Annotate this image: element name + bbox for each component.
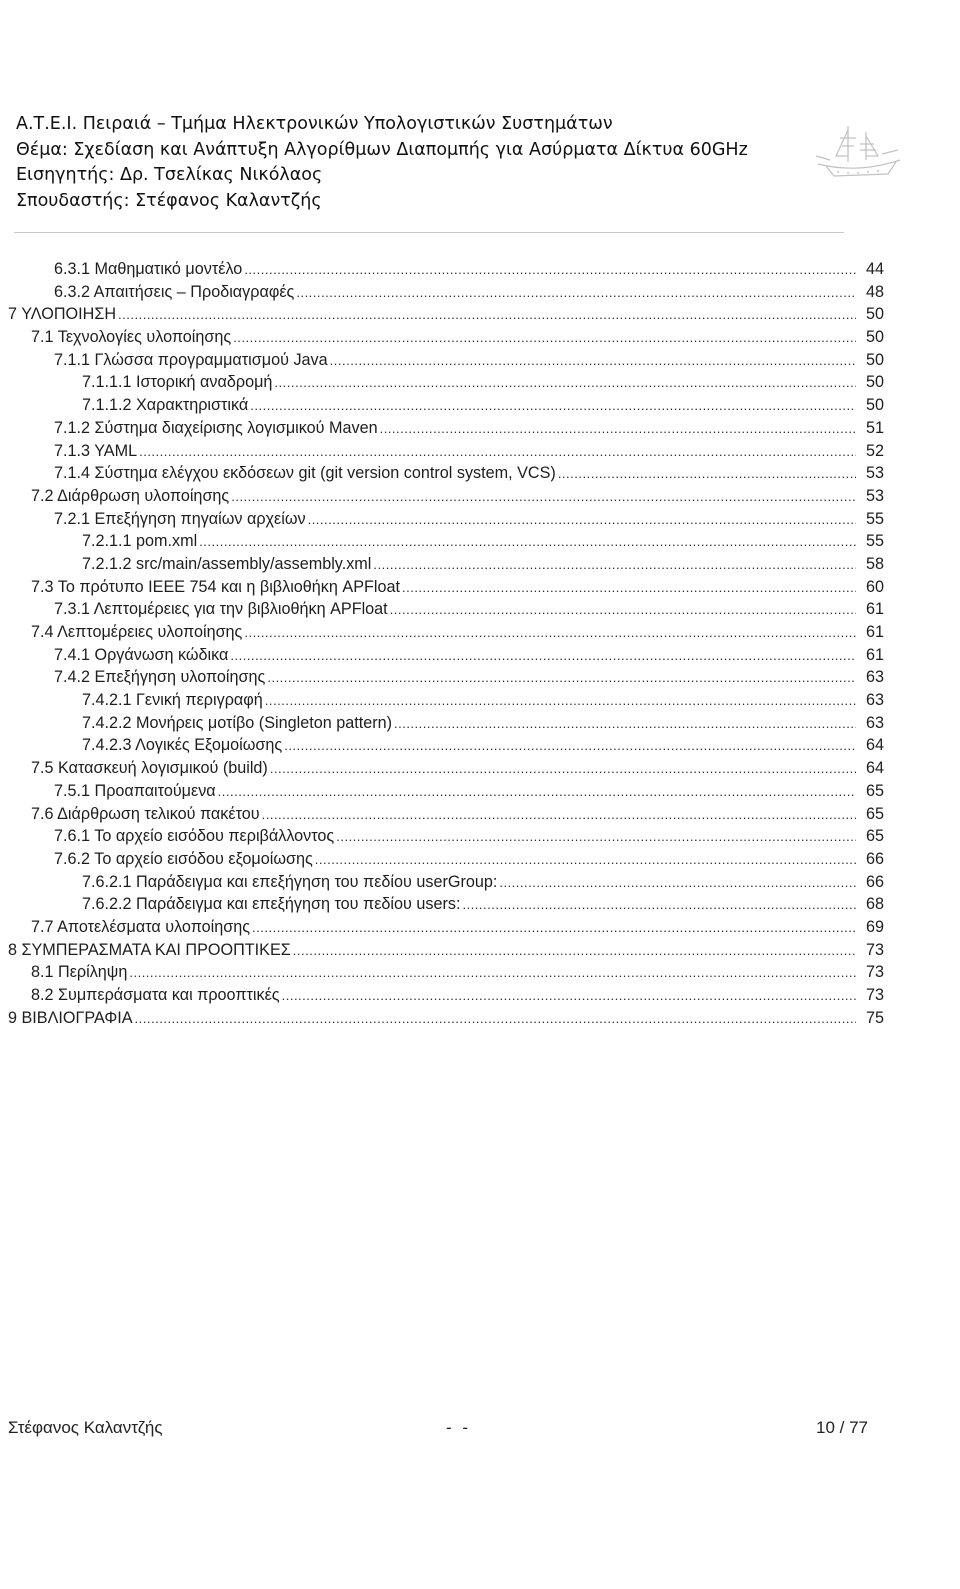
header-divider: [14, 232, 844, 233]
toc-entry[interactable]: [8, 530, 884, 553]
toc-entry-label: 7.2.1.2 src/main/assembly/assembly.xml: [82, 554, 372, 573]
toc-entry-label: 8.1 Περίληψη: [31, 963, 128, 982]
toc-entry-page: 50: [865, 328, 884, 347]
toc-leader-dots: [558, 463, 856, 486]
toc-leader-dots: [394, 713, 856, 736]
toc-entry[interactable]: [8, 553, 884, 576]
toc-entry-label: 7.6.2.2 Παράδειγμα και επεξήγηση του πεδίου users:: [82, 895, 461, 914]
toc-entry[interactable]: [8, 757, 884, 780]
header-supervisor: Εισηγητής: Δρ. Τσελίκας Νικόλαος: [16, 165, 323, 185]
toc-entry[interactable]: [8, 349, 884, 372]
toc-entry[interactable]: [8, 440, 884, 463]
toc-entry-label: 7.6.2.1 Παράδειγμα και επεξήγηση του πεδίου userGroup:: [82, 872, 498, 891]
toc-leader-dots: [135, 1008, 856, 1031]
toc-entry-page: 63: [865, 668, 884, 687]
toc-leader-dots: [284, 735, 856, 758]
toc-entry[interactable]: [8, 893, 884, 916]
toc-entry[interactable]: [8, 689, 884, 712]
toc-entry-page: 50: [865, 373, 884, 392]
table-of-contents: [8, 258, 884, 1029]
toc-entry[interactable]: [8, 803, 884, 826]
toc-leader-dots: [267, 667, 856, 690]
toc-entry[interactable]: [8, 394, 884, 417]
toc-entry[interactable]: [8, 598, 884, 621]
toc-entry-label: 7.4.2.1 Γενική περιγραφή: [82, 691, 263, 710]
toc-entry-label: 7.4.1 Οργάνωση κώδικα: [54, 645, 229, 664]
toc-entry-label: 7.3 Το πρότυπο IEEE 754 και η βιβλιοθήκη APFloat: [31, 577, 400, 596]
toc-leader-dots: [462, 894, 856, 917]
toc-entry-label: 8 ΣΥΜΠΕΡΑΣΜΑΤΑ ΚΑΙ ΠΡΟΟΠΤΙΚΕΣ: [8, 940, 291, 959]
toc-entry-page: 66: [865, 849, 884, 868]
toc-entry-label: 7 ΥΛΟΠΟΙΗΣΗ: [8, 305, 117, 324]
toc-leader-dots: [308, 509, 856, 532]
toc-entry-label: 7.2.1.1 pom.xml: [82, 532, 198, 551]
toc-entry-label: 7.4.2 Επεξήγηση υλοποίησης: [54, 668, 266, 687]
toc-entry-page: 65: [865, 827, 884, 846]
toc-entry-label: 7.1.1 Γλώσσα προγραμματισμού Java: [54, 350, 328, 369]
toc-entry[interactable]: [8, 712, 884, 735]
toc-entry-page: 61: [865, 600, 884, 619]
toc-entry[interactable]: [8, 281, 884, 304]
toc-entry-page: 65: [865, 804, 884, 823]
toc-leader-dots: [218, 781, 856, 804]
toc-entry-page: 64: [865, 736, 884, 755]
toc-entry[interactable]: [8, 961, 884, 984]
toc-entry-page: 53: [865, 486, 884, 505]
toc-leader-dots: [262, 804, 856, 827]
toc-entry-label: 7.6.1 Το αρχείο εισόδου περιβάλλοντος: [54, 827, 335, 846]
toc-entry[interactable]: [8, 1007, 884, 1030]
toc-leader-dots: [118, 304, 856, 327]
toc-leader-dots: [315, 849, 856, 872]
toc-entry-page: 63: [865, 713, 884, 732]
toc-entry-page: 64: [865, 759, 884, 778]
header-student: Σπουδαστής: Στέφανος Καλαντζής: [16, 190, 322, 211]
toc-entry[interactable]: [8, 371, 884, 394]
document-header: [16, 112, 836, 214]
toc-leader-dots: [402, 577, 856, 600]
toc-leader-dots: [336, 826, 856, 849]
toc-leader-dots: [499, 872, 856, 895]
toc-leader-dots: [270, 758, 856, 781]
toc-entry[interactable]: [8, 326, 884, 349]
ship-logo-icon: [808, 116, 908, 196]
toc-entry-page: 63: [865, 691, 884, 710]
toc-entry-page: 53: [865, 464, 884, 483]
toc-entry[interactable]: [8, 939, 884, 962]
toc-entry[interactable]: [8, 871, 884, 894]
footer-center-mark: - -: [446, 1418, 472, 1437]
toc-entry[interactable]: [8, 734, 884, 757]
toc-entry[interactable]: [8, 825, 884, 848]
toc-entry-label: 6.3.2 Απαιτήσεις – Προδιαγραφές: [54, 282, 295, 301]
toc-leader-dots: [199, 531, 856, 554]
toc-entry[interactable]: [8, 621, 884, 644]
toc-leader-dots: [250, 395, 856, 418]
toc-entry[interactable]: [8, 303, 884, 326]
toc-leader-dots: [244, 259, 856, 282]
toc-leader-dots: [274, 372, 856, 395]
toc-leader-dots: [230, 645, 856, 668]
toc-entry-label: 7.5.1 Προαπαιτούμενα: [54, 781, 216, 800]
toc-leader-dots: [233, 327, 856, 350]
toc-entry-page: 55: [865, 532, 884, 551]
toc-entry[interactable]: [8, 848, 884, 871]
toc-entry[interactable]: [8, 916, 884, 939]
toc-leader-dots: [330, 350, 856, 373]
toc-entry[interactable]: [8, 666, 884, 689]
toc-entry-label: 7.5 Κατασκευή λογισμικού (build): [31, 759, 268, 778]
toc-entry-page: 50: [865, 396, 884, 415]
toc-entry-label: 9 ΒΙΒΛΙΟΓΡΑΦΙΑ: [8, 1008, 133, 1027]
toc-entry-page: 73: [865, 963, 884, 982]
header-institution: Α.Τ.Ε.Ι. Πειραιά – Τμήμα Ηλεκτρονικών Υπολογιστικών Συστημάτων: [16, 114, 613, 134]
toc-entry-label: 7.1.1.1 Ιστορική αναδρομή: [82, 373, 273, 392]
toc-entry-label: 7.6.2 Το αρχείο εισόδου εξομοίωσης: [54, 849, 313, 868]
toc-entry-page: 75: [865, 1008, 884, 1027]
toc-entry-page: 73: [865, 986, 884, 1004]
toc-entry[interactable]: [8, 780, 884, 803]
toc-leader-dots: [296, 282, 856, 305]
toc-entry-page: 55: [865, 509, 884, 528]
toc-leader-dots: [282, 985, 856, 1008]
toc-leader-dots: [390, 599, 856, 622]
toc-entry-label: 7.1.1.2 Χαρακτηριστικά: [82, 396, 249, 415]
toc-entry-label: 7.1.3 YAML: [54, 441, 138, 460]
toc-entry-page: 50: [865, 350, 884, 369]
toc-entry-label: 8.2 Συμπεράσματα και προοπτικές: [31, 986, 280, 1004]
toc-entry[interactable]: [8, 485, 884, 508]
toc-entry-page: 66: [865, 872, 884, 891]
toc-entry-label: 7.2 Διάρθρωση υλοποίησης: [31, 486, 230, 505]
toc-entry-label: 7.4.2.2 Μονήρεις μοτίβο (Singleton pattern): [82, 713, 392, 732]
toc-entry-label: 7.1.2 Σύστημα διαχείρισης λογισμικού Maven: [54, 418, 378, 437]
toc-entry[interactable]: [8, 984, 884, 1007]
toc-entry-label: 7.3.1 Λεπτομέρειες για την βιβλιοθήκη APFloat: [54, 600, 388, 619]
toc-entry-label: 7.4 Λεπτομέρειες υλοποίησης: [31, 623, 243, 641]
footer-author: Στέφανος Καλαντζής: [8, 1418, 163, 1437]
toc-entry-page: 61: [865, 645, 884, 664]
toc-entry-page: 44: [865, 260, 884, 278]
toc-entry-page: 52: [865, 441, 884, 460]
toc-entry-page: 48: [865, 282, 884, 301]
toc-entry-page: 68: [865, 895, 884, 914]
footer-page-number: 10 / 77: [816, 1418, 868, 1437]
toc-leader-dots: [139, 441, 856, 464]
toc-entry-label: 7.2.1 Επεξήγηση πηγαίων αρχείων: [54, 509, 306, 528]
toc-entry-label: 6.3.1 Μαθηματικό μοντέλο: [54, 260, 243, 278]
toc-leader-dots: [231, 486, 856, 509]
toc-leader-dots: [129, 962, 856, 985]
toc-entry-label: 7.7 Αποτελέσματα υλοποίησης: [31, 917, 251, 936]
toc-entry-page: 73: [865, 940, 884, 959]
toc-entry[interactable]: [8, 462, 884, 485]
toc-entry-page: 60: [865, 577, 884, 596]
toc-leader-dots: [265, 690, 856, 713]
toc-entry-page: 65: [865, 781, 884, 800]
toc-leader-dots: [373, 554, 856, 577]
toc-entry-page: 61: [865, 623, 884, 641]
toc-entry[interactable]: [8, 258, 884, 281]
toc-entry-page: 50: [865, 305, 884, 324]
toc-entry-label: 7.4.2.3 Λογικές Εξομοίωσης: [82, 736, 283, 755]
toc-entry-page: 69: [865, 917, 884, 936]
toc-leader-dots: [244, 622, 856, 645]
toc-leader-dots: [293, 940, 856, 963]
toc-entry-label: 7.6 Διάρθρωση τελικού πακέτου: [31, 804, 260, 823]
toc-entry-page: 58: [865, 554, 884, 573]
toc-entry[interactable]: [8, 644, 884, 667]
toc-entry[interactable]: [8, 508, 884, 531]
page-footer: [0, 1418, 960, 1442]
toc-entry[interactable]: [8, 576, 884, 599]
toc-entry-label: 7.1.4 Σύστημα ελέγχου εκδόσεων git (git version control system, VCS): [54, 464, 556, 483]
toc-leader-dots: [380, 418, 856, 441]
toc-leader-dots: [252, 917, 856, 940]
toc-entry-page: 51: [865, 418, 884, 437]
header-subject: Θέμα: Σχεδίαση και Ανάπτυξη Αλγορίθμων Διαπομπής για Ασύρματα Δίκτυα 60GHz: [16, 139, 748, 160]
toc-entry-label: 7.1 Τεχνολογίες υλοποίησης: [31, 328, 232, 347]
toc-entry[interactable]: [8, 417, 884, 440]
